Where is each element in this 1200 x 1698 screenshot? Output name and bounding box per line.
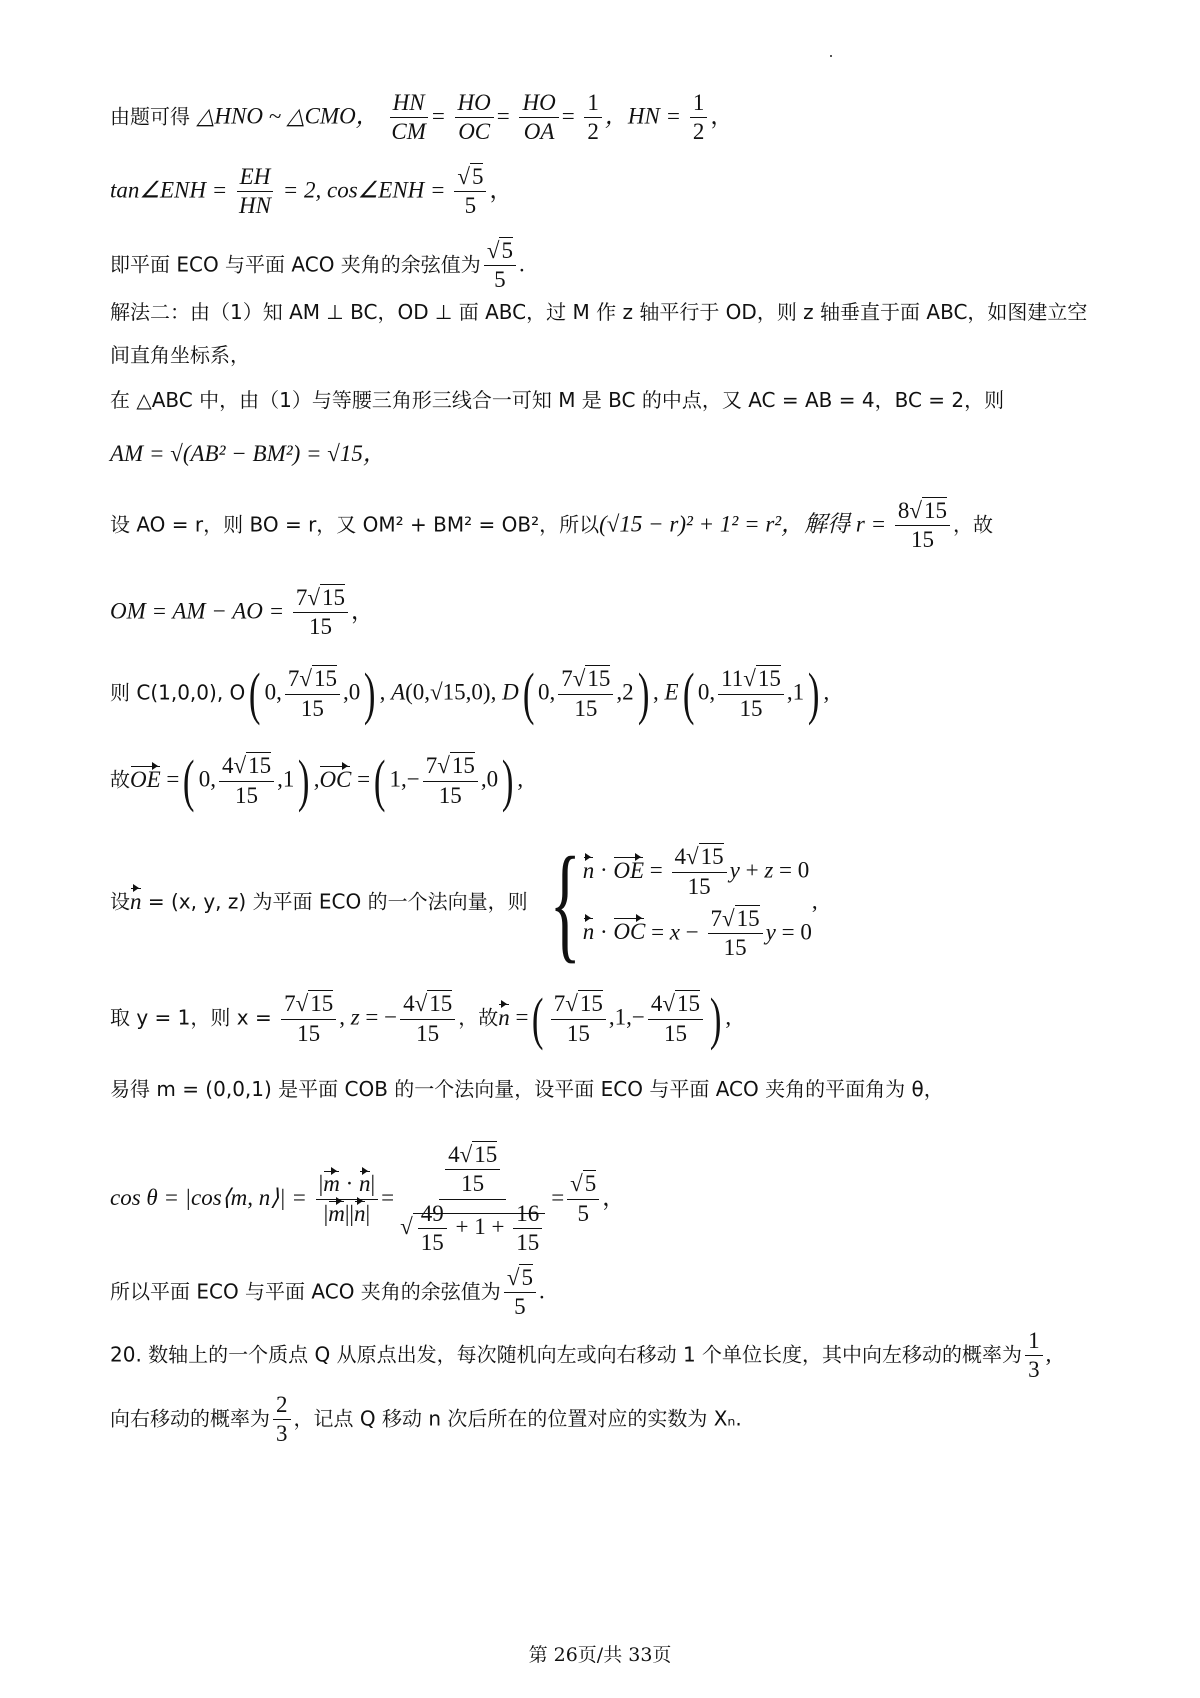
l9-a: OM = AM − AO =	[110, 598, 290, 624]
line-10: 则 C(1,0,0), O( 0, $\frac{7√15}{15}$ ,0) , A(0,√15,0), D( 0, $\frac{7√15}{15}$ ,2) , E( 0, $\frac{11√15}{15}$ ,1) ,	[110, 661, 830, 726]
frac-mn: $\frac{|m \cdot n|}{|m||n|}$	[316, 1171, 379, 1227]
frac-d-y: $\frac{7√15}{15}$	[558, 666, 613, 722]
vec-n: n	[130, 888, 142, 914]
line-9: OM = AM − AO = $\frac{7√15}{15}$ ，	[110, 585, 374, 640]
frac-o-y: $\frac{7√15}{15}$	[285, 666, 340, 722]
frac-ho-oa: $\frac{HO}{OA}$	[519, 90, 558, 146]
line-16: 所以平面 ECO 与平面 ACO 夹角的余弦值为 $\frac{√5}{5}$ .	[110, 1265, 545, 1320]
frac-hn-cm: $\frac{HN}{CM}$	[391, 90, 426, 145]
frac-z: $\frac{4√15}{15}$	[400, 991, 455, 1047]
frac-eh-hn: $\frac{EH}{HN}$	[236, 164, 274, 220]
line-6: 在 △ABC 中，由（1）与等腰三角形三线合一可知 M 是 BC 的中点，又 AC = AB = 4，BC = 2，则	[110, 388, 1005, 412]
l12-b: = (x, y, z) 为平面 ECO 的一个法向量，则	[141, 889, 528, 914]
l2-lead: tan∠ENH =	[110, 177, 234, 203]
frac-oe-y: $\frac{4√15}{15}$	[219, 753, 274, 809]
line-5: 间直角坐标系，	[110, 343, 250, 367]
line-18	[110, 1392, 742, 1448]
l8-b: (√15 − r)² + 1² = r²，解得 r =	[599, 511, 892, 537]
frac-sqrt5-5-c: $\frac{√5}{5}$	[504, 1265, 536, 1321]
l1-text: 由题可得	[110, 104, 190, 129]
l12-a: 设	[110, 889, 130, 914]
l13-a: 取 y = 1，则 x =	[110, 1005, 279, 1030]
l1-tail: ，HN =	[604, 103, 687, 129]
line-2	[110, 164, 512, 220]
frac-two-thirds: $\frac{2}{3}$	[273, 1392, 291, 1448]
l11-a: 故	[110, 767, 130, 792]
frac-half-2: $\frac{1}{2}$	[690, 90, 708, 146]
l16-text: 所以平面 ECO 与平面 ACO 夹角的余弦值为	[110, 1279, 501, 1304]
frac-n-z: $\frac{4√15}{15}$	[648, 991, 703, 1047]
line-15: cos θ = |cos⟨m, n⟩| = $\frac{|m \cdot n|}{|m||n|}$ = $\frac{4√15}{15}$ √ $\frac{49}{15}$ + 1 + $\frac{16}{15}$ = $\frac{√5}{5}$ ，	[110, 1142, 626, 1256]
line-1: 由题可得 △HNO ~ △CMO， $\frac{HN}{CM}$ = $\frac{HO}{OC}$ = $\frac{HO}{OA}$ = $\frac{1}{2}$ ，HN = $\frac{1}{2}$ ，	[110, 90, 734, 145]
line-3: 即平面 ECO 与平面 ACO 夹角的余弦值为 $\frac{√5}{5}$ .	[110, 238, 525, 293]
line-8	[110, 498, 993, 554]
l10-a: 则 C(1,0,0), O	[110, 680, 246, 705]
frac-half: $\frac{1}{2}$	[584, 90, 602, 146]
equation-system: { n · OE = $\frac{4√15}{15}$ y + z = 0 n · OC = x − $\frac{7√15}{15}$ y = 0	[549, 831, 812, 975]
line-4: 解法二：由（1）知 AM ⊥ BC，OD ⊥ 面 ABC，过 M 作 z 轴平行于 OD，则 z 轴垂直于面 ABC，如图建立空	[110, 300, 1088, 324]
l13-b: ，故	[458, 1005, 499, 1030]
frac-x: $\frac{7√15}{15}$	[281, 991, 336, 1047]
l2-end: ，	[489, 177, 513, 203]
vec-n-2: n	[498, 1004, 510, 1030]
line-11: 故OE =( 0, $\frac{4√15}{15}$ ,1) ,OC =( 1,− $\frac{7√15}{15}$ ,0) ,	[110, 748, 524, 813]
l3-text: 即平面 ECO 与平面 ACO 夹角的余弦值为	[110, 252, 481, 277]
l8-c: ，故	[953, 512, 994, 537]
eq-row-1: n · OE = $\frac{4√15}{15}$ y + z = 0	[582, 844, 810, 899]
line-14: 易得 m = (0,0,1) 是平面 COB 的一个法向量，设平面 ECO 与平面 ACO 夹角的平面角为 θ，	[110, 1077, 944, 1101]
frac-n-x: $\frac{7√15}{15}$	[551, 991, 606, 1047]
page-footer: 第 26页/共 33页	[528, 1644, 672, 1666]
vec-oc: OC	[319, 766, 352, 792]
line-7: AM = √(AB² − BM²) = √15，	[110, 441, 386, 466]
frac-sqrt5-5-b: $\frac{√5}{5}$	[484, 238, 516, 294]
frac-one-third: $\frac{1}{3}$	[1025, 1328, 1043, 1384]
l8-a: 设 AO = r，则 BO = r，又 OM² + BM² = OB²，所以	[110, 512, 600, 537]
l2-mid: = 2, cos∠ENH =	[276, 177, 452, 203]
frac-ho-oc: $\frac{HO}{OC}$	[455, 90, 494, 146]
frac-sqrt5-5: $\frac{√5}{5}$	[454, 164, 486, 220]
frac-big: $\frac{4√15}{15}$ √ $\frac{49}{15}$ + 1 + $\frac{16}{15}$	[397, 1142, 548, 1257]
frac-result: $\frac{√5}{5}$	[567, 1171, 599, 1227]
l18-b: ，记点 Q 移动 n 次后所在的位置对应的实数为 Xₙ.	[293, 1406, 742, 1431]
l1-similar: △HNO ~ △CMO，	[196, 103, 379, 129]
line-12: 设n = (x, y, z) 为平面 ECO 的一个法向量，则 { n · OE = $\frac{4√15}{15}$ y + z = 0 n · OC = x − $\frac{7√15}{15}$ y = 0 ,	[110, 831, 818, 975]
frac-oc-y: $\frac{7√15}{15}$	[423, 753, 478, 809]
vec-oe: OE	[130, 766, 161, 792]
l17-text: 20. 数轴上的一个质点 Q 从原点出发，每次随机向左或向右移动 1 个单位长度，其中向左移动的概率为	[110, 1342, 1023, 1367]
eq-row-2: n · OC = x − $\frac{7√15}{15}$ y = 0	[582, 906, 812, 961]
l15-a: cos θ = |cos⟨m, n⟩| =	[110, 1184, 313, 1210]
line-17: 20. 数轴上的一个质点 Q 从原点出发，每次随机向左或向右移动 1 个单位长度，其中向左移动的概率为 $\frac{1}{3}$ ,	[110, 1328, 1052, 1383]
l18-text: 向右移动的概率为	[110, 1406, 270, 1431]
frac-e-y: $\frac{11√15}{15}$	[718, 666, 784, 722]
line-13: 取 y = 1，则 x = $\frac{7√15}{15}$ , z = − $\frac{4√15}{15}$ ，故n =( $\frac{7√15}{15}$ ,1,− $\frac{4√15}{15}$ ) ,	[110, 986, 732, 1051]
frac-8sqrt15-15: $\frac{8√15}{15}$	[895, 498, 950, 554]
frac-7sqrt15-15: $\frac{7√15}{15}$	[293, 585, 348, 641]
speck	[830, 55, 832, 57]
